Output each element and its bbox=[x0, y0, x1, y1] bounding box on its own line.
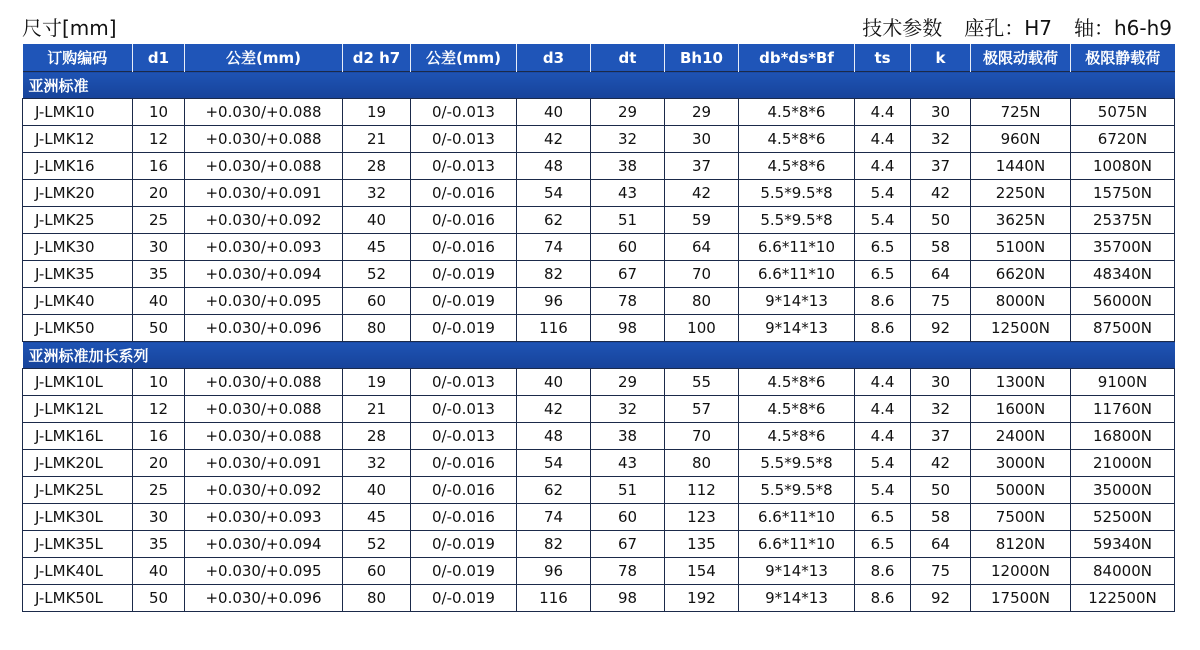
order-code-cell: J-LMK35L bbox=[23, 531, 133, 558]
table-cell: 92 bbox=[911, 315, 971, 342]
table-row bbox=[23, 477, 1175, 504]
table-cell: 116 bbox=[517, 315, 591, 342]
table-cell: 1300N bbox=[971, 369, 1071, 396]
table-cell: 80 bbox=[665, 450, 739, 477]
seat-tolerance: 座孔：H7 bbox=[964, 15, 1052, 40]
table-cell: 0/-0.019 bbox=[411, 531, 517, 558]
table-cell: 5.4 bbox=[855, 477, 911, 504]
table-header bbox=[23, 44, 1175, 72]
table-cell: 35 bbox=[133, 261, 185, 288]
table-cell: 30 bbox=[133, 504, 185, 531]
table-cell: 135 bbox=[665, 531, 739, 558]
table-cell: 6.6*11*10 bbox=[739, 504, 855, 531]
table-cell: 29 bbox=[591, 99, 665, 126]
table-cell: +0.030/+0.095 bbox=[185, 288, 343, 315]
table-cell: 5.4 bbox=[855, 450, 911, 477]
table-cell: 5.5*9.5*8 bbox=[739, 450, 855, 477]
table-cell: 32 bbox=[591, 126, 665, 153]
table-row bbox=[23, 315, 1175, 342]
table-cell: 4.5*8*6 bbox=[739, 126, 855, 153]
table-cell: 21 bbox=[343, 126, 411, 153]
table-cell: 67 bbox=[591, 531, 665, 558]
table-cell: 67 bbox=[591, 261, 665, 288]
table-cell: 52 bbox=[343, 531, 411, 558]
table-cell: 0/-0.013 bbox=[411, 369, 517, 396]
table-cell: 32 bbox=[591, 396, 665, 423]
table-cell: 82 bbox=[517, 261, 591, 288]
table-cell: 30 bbox=[911, 369, 971, 396]
column-header: 公差(mm) bbox=[185, 44, 343, 72]
table-cell: 6.5 bbox=[855, 504, 911, 531]
table-cell: 9100N bbox=[1071, 369, 1175, 396]
table-cell: 40 bbox=[133, 558, 185, 585]
table-cell: +0.030/+0.091 bbox=[185, 180, 343, 207]
order-code-cell: J-LMK30 bbox=[23, 234, 133, 261]
table-cell: 30 bbox=[133, 234, 185, 261]
table-cell: 48 bbox=[517, 423, 591, 450]
table-cell: 16800N bbox=[1071, 423, 1175, 450]
table-cell: 4.5*8*6 bbox=[739, 396, 855, 423]
table-cell: 32 bbox=[911, 126, 971, 153]
table-cell: 60 bbox=[343, 558, 411, 585]
table-cell: 1600N bbox=[971, 396, 1071, 423]
table-cell: 4.4 bbox=[855, 423, 911, 450]
table-cell: 96 bbox=[517, 288, 591, 315]
table-cell: 42 bbox=[517, 126, 591, 153]
table-cell: 64 bbox=[911, 531, 971, 558]
table-row bbox=[23, 531, 1175, 558]
table-cell: 35000N bbox=[1071, 477, 1175, 504]
table-cell: 98 bbox=[591, 585, 665, 612]
table-cell: 35 bbox=[133, 531, 185, 558]
table-cell: 5.5*9.5*8 bbox=[739, 477, 855, 504]
table-cell: 4.4 bbox=[855, 153, 911, 180]
section-title: 亚洲标准 bbox=[23, 72, 1175, 99]
table-cell: 0/-0.016 bbox=[411, 234, 517, 261]
table-cell: 100 bbox=[665, 315, 739, 342]
table-cell: 5.5*9.5*8 bbox=[739, 180, 855, 207]
order-code-cell: J-LMK50L bbox=[23, 585, 133, 612]
table-cell: 8120N bbox=[971, 531, 1071, 558]
table-cell: 5000N bbox=[971, 477, 1071, 504]
column-header: 订购编码 bbox=[23, 44, 133, 72]
table-cell: 52 bbox=[343, 261, 411, 288]
table-cell: 10 bbox=[133, 99, 185, 126]
table-cell: 5075N bbox=[1071, 99, 1175, 126]
table-cell: 50 bbox=[133, 585, 185, 612]
table-cell: 2400N bbox=[971, 423, 1071, 450]
table-cell: 0/-0.013 bbox=[411, 423, 517, 450]
table-cell: 29 bbox=[665, 99, 739, 126]
table-cell: +0.030/+0.093 bbox=[185, 504, 343, 531]
table-cell: 30 bbox=[911, 99, 971, 126]
table-cell: 40 bbox=[133, 288, 185, 315]
table-cell: 48340N bbox=[1071, 261, 1175, 288]
table-cell: 10080N bbox=[1071, 153, 1175, 180]
table-cell: 9*14*13 bbox=[739, 288, 855, 315]
table-cell: 21 bbox=[343, 396, 411, 423]
table-cell: 122500N bbox=[1071, 585, 1175, 612]
table-cell: 75 bbox=[911, 558, 971, 585]
table-cell: 32 bbox=[343, 450, 411, 477]
table-cell: 42 bbox=[665, 180, 739, 207]
table-cell: 50 bbox=[911, 207, 971, 234]
table-cell: 8000N bbox=[971, 288, 1071, 315]
table-cell: 42 bbox=[517, 396, 591, 423]
table-cell: 4.4 bbox=[855, 99, 911, 126]
table-cell: 42 bbox=[911, 180, 971, 207]
table-cell: 11760N bbox=[1071, 396, 1175, 423]
table-cell: +0.030/+0.088 bbox=[185, 99, 343, 126]
table-cell: +0.030/+0.094 bbox=[185, 531, 343, 558]
table-row bbox=[23, 423, 1175, 450]
table-cell: 60 bbox=[591, 234, 665, 261]
order-code-cell: J-LMK50 bbox=[23, 315, 133, 342]
table-cell: 0/-0.013 bbox=[411, 396, 517, 423]
table-cell: 40 bbox=[517, 99, 591, 126]
table-cell: 51 bbox=[591, 477, 665, 504]
table-cell: 64 bbox=[911, 261, 971, 288]
table-cell: 6.6*11*10 bbox=[739, 531, 855, 558]
table-cell: 4.5*8*6 bbox=[739, 369, 855, 396]
table-cell: 9*14*13 bbox=[739, 585, 855, 612]
unit-label: 尺寸[mm] bbox=[22, 15, 117, 40]
table-cell: 4.4 bbox=[855, 396, 911, 423]
table-cell: 0/-0.019 bbox=[411, 585, 517, 612]
table-cell: 12000N bbox=[971, 558, 1071, 585]
table-row bbox=[23, 558, 1175, 585]
table-cell: +0.030/+0.088 bbox=[185, 369, 343, 396]
table-cell: 0/-0.019 bbox=[411, 288, 517, 315]
table-cell: 6.5 bbox=[855, 261, 911, 288]
table-cell: 6.6*11*10 bbox=[739, 261, 855, 288]
section-row bbox=[23, 72, 1175, 99]
table-cell: 70 bbox=[665, 261, 739, 288]
table-cell: 15750N bbox=[1071, 180, 1175, 207]
header-row bbox=[23, 44, 1175, 72]
table-cell: 16 bbox=[133, 153, 185, 180]
order-code-cell: J-LMK30L bbox=[23, 504, 133, 531]
table-cell: 80 bbox=[343, 585, 411, 612]
table-cell: 43 bbox=[591, 180, 665, 207]
table-cell: 55 bbox=[665, 369, 739, 396]
shaft-tolerance: 轴：h6-h9 bbox=[1073, 15, 1172, 40]
order-code-cell: J-LMK16 bbox=[23, 153, 133, 180]
table-cell: 78 bbox=[591, 288, 665, 315]
table-cell: 62 bbox=[517, 207, 591, 234]
table-cell: 0/-0.016 bbox=[411, 450, 517, 477]
table-cell: 38 bbox=[591, 153, 665, 180]
table-cell: 80 bbox=[665, 288, 739, 315]
table-cell: 0/-0.019 bbox=[411, 315, 517, 342]
table-cell: 52500N bbox=[1071, 504, 1175, 531]
table-cell: 38 bbox=[591, 423, 665, 450]
table-cell: +0.030/+0.088 bbox=[185, 396, 343, 423]
table-cell: 40 bbox=[343, 477, 411, 504]
table-cell: 54 bbox=[517, 180, 591, 207]
order-code-cell: J-LMK10 bbox=[23, 99, 133, 126]
order-code-cell: J-LMK20L bbox=[23, 450, 133, 477]
table-cell: 56000N bbox=[1071, 288, 1175, 315]
order-code-cell: J-LMK12L bbox=[23, 396, 133, 423]
column-header: Bh10 bbox=[665, 44, 739, 72]
column-header: dt bbox=[591, 44, 665, 72]
table-cell: 0/-0.019 bbox=[411, 261, 517, 288]
table-row bbox=[23, 234, 1175, 261]
section-title: 亚洲标准加长系列 bbox=[23, 342, 1175, 369]
table-cell: 50 bbox=[133, 315, 185, 342]
table-cell: 37 bbox=[665, 153, 739, 180]
table-cell: 725N bbox=[971, 99, 1071, 126]
order-code-cell: J-LMK16L bbox=[23, 423, 133, 450]
column-header: 极限静载荷 bbox=[1071, 44, 1175, 72]
table-cell: 32 bbox=[343, 180, 411, 207]
table-cell: 48 bbox=[517, 153, 591, 180]
table-row bbox=[23, 288, 1175, 315]
table-cell: 98 bbox=[591, 315, 665, 342]
table-cell: 25 bbox=[133, 477, 185, 504]
order-code-cell: J-LMK25 bbox=[23, 207, 133, 234]
column-header: d2 h7 bbox=[343, 44, 411, 72]
table-row bbox=[23, 207, 1175, 234]
table-cell: 112 bbox=[665, 477, 739, 504]
table-row bbox=[23, 504, 1175, 531]
table-cell: 5100N bbox=[971, 234, 1071, 261]
table-cell: +0.030/+0.088 bbox=[185, 153, 343, 180]
table-row bbox=[23, 396, 1175, 423]
table-cell: 19 bbox=[343, 99, 411, 126]
table-cell: 70 bbox=[665, 423, 739, 450]
table-cell: 192 bbox=[665, 585, 739, 612]
table-cell: 84000N bbox=[1071, 558, 1175, 585]
table-cell: 16 bbox=[133, 423, 185, 450]
table-cell: 9*14*13 bbox=[739, 315, 855, 342]
table-cell: 12500N bbox=[971, 315, 1071, 342]
table-cell: 42 bbox=[911, 450, 971, 477]
table-cell: 28 bbox=[343, 153, 411, 180]
table-cell: 60 bbox=[591, 504, 665, 531]
table-cell: 20 bbox=[133, 180, 185, 207]
table-cell: 5.4 bbox=[855, 180, 911, 207]
table-cell: 62 bbox=[517, 477, 591, 504]
table-row bbox=[23, 369, 1175, 396]
table-cell: 60 bbox=[343, 288, 411, 315]
column-header: 极限动载荷 bbox=[971, 44, 1071, 72]
table-cell: 29 bbox=[591, 369, 665, 396]
table-cell: 80 bbox=[343, 315, 411, 342]
table-cell: 20 bbox=[133, 450, 185, 477]
table-cell: 92 bbox=[911, 585, 971, 612]
table-cell: 4.5*8*6 bbox=[739, 99, 855, 126]
table-row bbox=[23, 153, 1175, 180]
table-cell: 9*14*13 bbox=[739, 558, 855, 585]
table-cell: 12 bbox=[133, 396, 185, 423]
table-cell: 8.6 bbox=[855, 288, 911, 315]
table-cell: 25375N bbox=[1071, 207, 1175, 234]
column-header: db*ds*Bf bbox=[739, 44, 855, 72]
table-cell: 154 bbox=[665, 558, 739, 585]
table-cell: 8.6 bbox=[855, 558, 911, 585]
table-row bbox=[23, 585, 1175, 612]
table-cell: 0/-0.016 bbox=[411, 207, 517, 234]
table-cell: 960N bbox=[971, 126, 1071, 153]
table-cell: 123 bbox=[665, 504, 739, 531]
table-cell: 45 bbox=[343, 504, 411, 531]
table-cell: 3000N bbox=[971, 450, 1071, 477]
table-cell: 12 bbox=[133, 126, 185, 153]
table-cell: 5.5*9.5*8 bbox=[739, 207, 855, 234]
table-cell: 45 bbox=[343, 234, 411, 261]
table-cell: 58 bbox=[911, 234, 971, 261]
table-cell: 40 bbox=[343, 207, 411, 234]
table-cell: 0/-0.013 bbox=[411, 99, 517, 126]
table-cell: 50 bbox=[911, 477, 971, 504]
table-cell: 78 bbox=[591, 558, 665, 585]
table-cell: 8.6 bbox=[855, 315, 911, 342]
table-cell: +0.030/+0.091 bbox=[185, 450, 343, 477]
table-cell: 6720N bbox=[1071, 126, 1175, 153]
table-cell: 17500N bbox=[971, 585, 1071, 612]
table-cell: 0/-0.016 bbox=[411, 504, 517, 531]
table-cell: 57 bbox=[665, 396, 739, 423]
table-cell: +0.030/+0.088 bbox=[185, 423, 343, 450]
table-cell: 54 bbox=[517, 450, 591, 477]
table-cell: 64 bbox=[665, 234, 739, 261]
column-header: d1 bbox=[133, 44, 185, 72]
table-cell: +0.030/+0.092 bbox=[185, 477, 343, 504]
table-cell: 74 bbox=[517, 504, 591, 531]
table-row bbox=[23, 261, 1175, 288]
table-cell: 10 bbox=[133, 369, 185, 396]
table-cell: +0.030/+0.092 bbox=[185, 207, 343, 234]
order-code-cell: J-LMK40L bbox=[23, 558, 133, 585]
table-cell: 43 bbox=[591, 450, 665, 477]
column-header: d3 bbox=[517, 44, 591, 72]
table-cell: 1440N bbox=[971, 153, 1071, 180]
table-cell: 4.5*8*6 bbox=[739, 153, 855, 180]
table-cell: 19 bbox=[343, 369, 411, 396]
table-cell: 51 bbox=[591, 207, 665, 234]
column-header: 公差(mm) bbox=[411, 44, 517, 72]
table-cell: 7500N bbox=[971, 504, 1071, 531]
table-cell: 5.4 bbox=[855, 207, 911, 234]
table-row bbox=[23, 99, 1175, 126]
table-cell: +0.030/+0.096 bbox=[185, 315, 343, 342]
table-body bbox=[23, 72, 1175, 612]
table-cell: 58 bbox=[911, 504, 971, 531]
table-cell: 35700N bbox=[1071, 234, 1175, 261]
table-cell: 6.5 bbox=[855, 234, 911, 261]
section-row bbox=[23, 342, 1175, 369]
spec-table bbox=[22, 44, 1175, 612]
table-cell: 6620N bbox=[971, 261, 1071, 288]
table-cell: 28 bbox=[343, 423, 411, 450]
tech-params bbox=[862, 12, 1172, 41]
order-code-cell: J-LMK35 bbox=[23, 261, 133, 288]
order-code-cell: J-LMK12 bbox=[23, 126, 133, 153]
table-cell: 2250N bbox=[971, 180, 1071, 207]
order-code-cell: J-LMK20 bbox=[23, 180, 133, 207]
table-cell: 96 bbox=[517, 558, 591, 585]
table-cell: 59 bbox=[665, 207, 739, 234]
order-code-cell: J-LMK25L bbox=[23, 477, 133, 504]
table-row bbox=[23, 126, 1175, 153]
table-cell: 0/-0.013 bbox=[411, 153, 517, 180]
table-cell: 82 bbox=[517, 531, 591, 558]
table-cell: 6.5 bbox=[855, 531, 911, 558]
table-cell: 37 bbox=[911, 153, 971, 180]
table-row bbox=[23, 450, 1175, 477]
table-cell: 59340N bbox=[1071, 531, 1175, 558]
table-cell: +0.030/+0.088 bbox=[185, 126, 343, 153]
table-cell: 21000N bbox=[1071, 450, 1175, 477]
column-header: k bbox=[911, 44, 971, 72]
table-cell: 75 bbox=[911, 288, 971, 315]
table-cell: 0/-0.016 bbox=[411, 477, 517, 504]
table-cell: 0/-0.013 bbox=[411, 126, 517, 153]
table-cell: 0/-0.019 bbox=[411, 558, 517, 585]
top-bar bbox=[22, 12, 1172, 40]
table-cell: 87500N bbox=[1071, 315, 1175, 342]
table-row bbox=[23, 180, 1175, 207]
table-cell: 74 bbox=[517, 234, 591, 261]
table-cell: +0.030/+0.095 bbox=[185, 558, 343, 585]
table-cell: 37 bbox=[911, 423, 971, 450]
table-cell: +0.030/+0.093 bbox=[185, 234, 343, 261]
order-code-cell: J-LMK10L bbox=[23, 369, 133, 396]
table-cell: 4.5*8*6 bbox=[739, 423, 855, 450]
order-code-cell: J-LMK40 bbox=[23, 288, 133, 315]
table-cell: 6.6*11*10 bbox=[739, 234, 855, 261]
table-cell: 40 bbox=[517, 369, 591, 396]
table-cell: 32 bbox=[911, 396, 971, 423]
table-cell: 3625N bbox=[971, 207, 1071, 234]
table-cell: 4.4 bbox=[855, 126, 911, 153]
table-cell: 116 bbox=[517, 585, 591, 612]
column-header: ts bbox=[855, 44, 911, 72]
table-cell: 25 bbox=[133, 207, 185, 234]
table-cell: 0/-0.016 bbox=[411, 180, 517, 207]
tech-label: 技术参数 bbox=[862, 15, 943, 40]
table-cell: 30 bbox=[665, 126, 739, 153]
table-cell: +0.030/+0.096 bbox=[185, 585, 343, 612]
table-cell: +0.030/+0.094 bbox=[185, 261, 343, 288]
table-cell: 8.6 bbox=[855, 585, 911, 612]
table-cell: 4.4 bbox=[855, 369, 911, 396]
